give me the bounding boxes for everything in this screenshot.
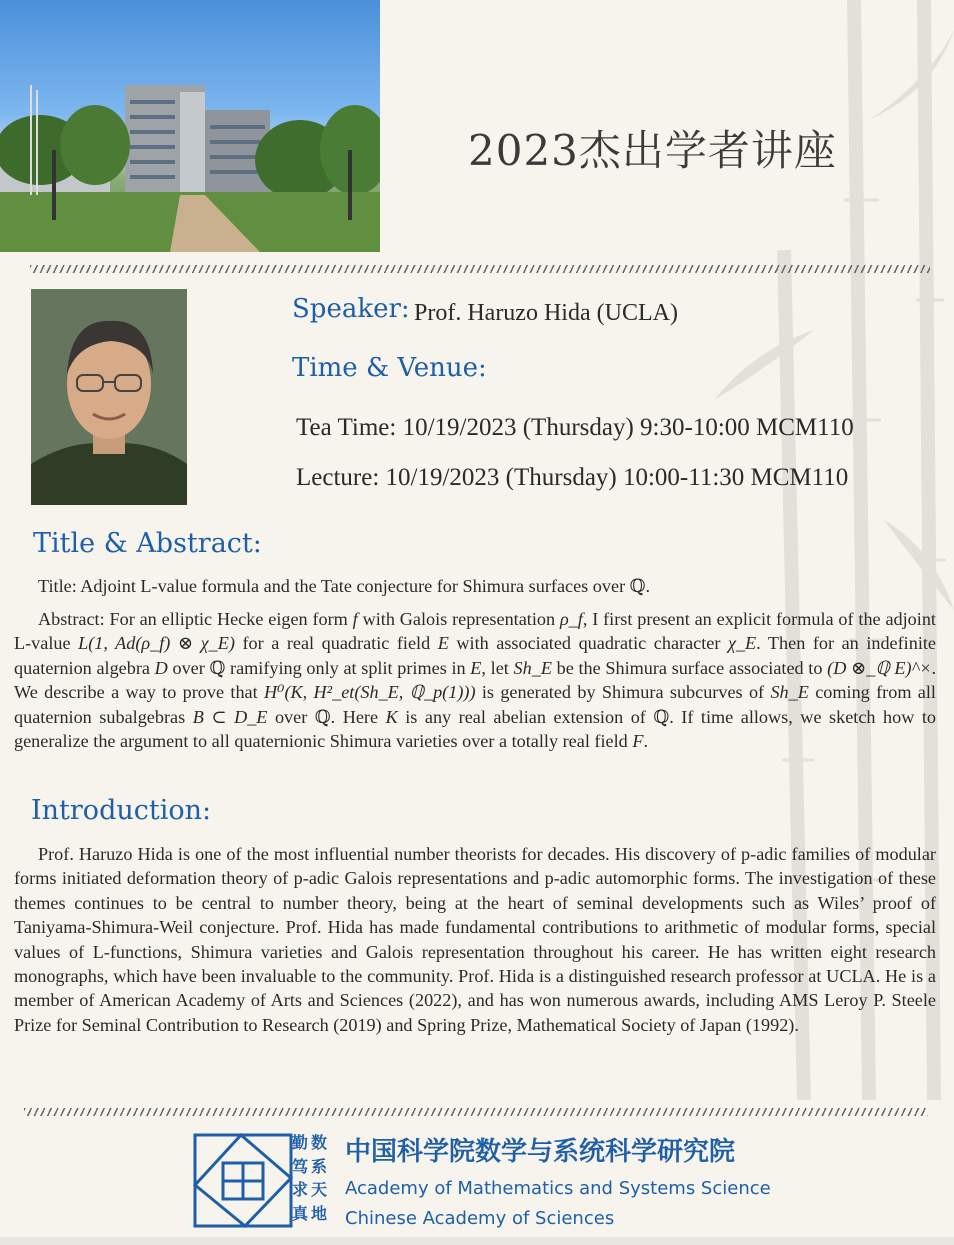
motto-char: 求	[292, 1180, 312, 1199]
top-divider	[30, 265, 930, 273]
motto-char: 勤	[292, 1133, 312, 1152]
motto-char: 真	[292, 1203, 312, 1223]
institution-name-english: Academy of Mathematics and Systems Science	[345, 1178, 771, 1199]
abstract-text-segment: with Galois representation	[357, 609, 560, 629]
abstract-text-segment: .	[643, 731, 648, 752]
tea-time-line: Tea Time: 10/19/2023 (Thursday) 9:30-10:00 MCM110	[296, 414, 854, 441]
abstract-text-segment: with associated quadratic character	[448, 633, 728, 654]
motto-char: 天	[311, 1180, 331, 1199]
speaker-name: Prof. Haruzo Hida (UCLA)	[414, 300, 678, 326]
institute-motto	[292, 1131, 338, 1225]
math-f: f	[352, 609, 358, 629]
motto-char: 地	[311, 1203, 331, 1223]
math-e: E	[470, 657, 482, 678]
motto-char: 系	[311, 1156, 331, 1176]
institute-building-photo	[0, 0, 380, 252]
abstract-text-segment: Abstract: For an elliptic Hecke eigen form	[38, 609, 353, 629]
math-sh-e: Sh_E	[513, 657, 552, 678]
institute-logo	[193, 1133, 293, 1228]
math-chi-e: χ_E	[727, 633, 757, 654]
institution-name-chinese: 中国科学院数学与系统科学研究院	[345, 1137, 736, 1167]
math-d: D	[154, 657, 168, 678]
math-f-field: F	[632, 731, 644, 752]
parent-institution-name: Chinese Academy of Sciences	[345, 1208, 615, 1229]
event-title: 2023杰出学者讲座	[468, 126, 837, 175]
introduction-text: Prof. Haruzo Hida is one of the most influential number theorists for decades. His discovery of p-adic families of modular forms initiated deformation theory of p-adic Galois representations and p-adic automorphic forms. The investigation of these themes continues to be central to number theory, being at the heart of seminal developments such as Wiles’ proof of Taniyama-Shimura-Weil conjecture. Prof. Hida has made fundamental contributions to arithmetic of modular forms, special values of L-functions, Shimura varieties and Galois representation throughout his career. He has written eight research monographs, which have been invaluable to the community. Prof. Hida is a distinguished research professor at UCLA. He is a member of American Academy of Arts and Sciences (2022), and has won numerous awards, including AMS Leroy P. Steele Prize for Seminal Contribution to Research (2019) and Spring Prize, Mathematical Society of Japan (1992).	[14, 844, 936, 1035]
motto-char: 笃	[292, 1156, 312, 1176]
lecture-time-line: Lecture: 10/19/2023 (Thursday) 10:00-11:30 MCM110	[296, 464, 849, 491]
abstract-heading: Title & Abstract:	[33, 528, 262, 559]
math-sh-e: Sh_E	[770, 682, 809, 703]
abstract-text-segment: coming from all quaternion subalgebras	[14, 682, 936, 727]
speaker-portrait	[31, 289, 187, 505]
abstract-text-segment: . Then for an indefinite quaternion algebra	[14, 633, 937, 678]
math-d-tensor-e: (D ⊗_ℚ E)^×	[827, 657, 932, 678]
math-rho-f: ρ_f	[559, 609, 583, 629]
abstract-text-segment: . We describe a way to prove that	[14, 657, 937, 703]
math-b-subset-d: B ⊂ D_E	[192, 706, 268, 727]
abstract-text-segment: , let	[481, 657, 514, 678]
abstract-text-segment: over ℚ. Here	[267, 706, 386, 727]
abstract-text-segment: , I first present an explicit formula of the adjoint L-value	[14, 609, 936, 654]
abstract-text	[14, 607, 936, 753]
abstract-text-segment: is generated by Shimura subcurves of	[475, 682, 771, 703]
abstract-text-segment: for a real quadratic field	[234, 633, 438, 654]
math-e: E	[437, 633, 449, 654]
math-cohomology: H⁰(K, H²_et(Sh_E, ℚ_p(1)))	[264, 682, 476, 703]
abstract-text-segment: is any real abelian extension of ℚ. If time allows, we sketch how to generalize the argument to all quaternionic Shimura varieties over a totally real field	[14, 706, 937, 752]
introduction-heading: Introduction:	[31, 795, 212, 826]
time-venue-label: Time & Venue:	[292, 353, 487, 383]
bottom-strip	[0, 1237, 954, 1245]
speaker-label: Speaker:	[292, 294, 410, 324]
abstract-text-segment: over ℚ ramifying only at split primes in	[167, 657, 471, 678]
math-adjoint-l-value: L(1, Ad(ρ_f) ⊗ χ_E)	[78, 633, 235, 654]
abstract-text-segment: be the Shimura surface associated to	[551, 657, 828, 678]
talk-title: Title: Adjoint L-value formula and the Tate conjecture for Shimura surfaces over ℚ.	[38, 576, 651, 596]
motto-char: 数	[311, 1133, 331, 1152]
math-k: K	[385, 706, 398, 727]
bottom-divider	[24, 1108, 928, 1116]
